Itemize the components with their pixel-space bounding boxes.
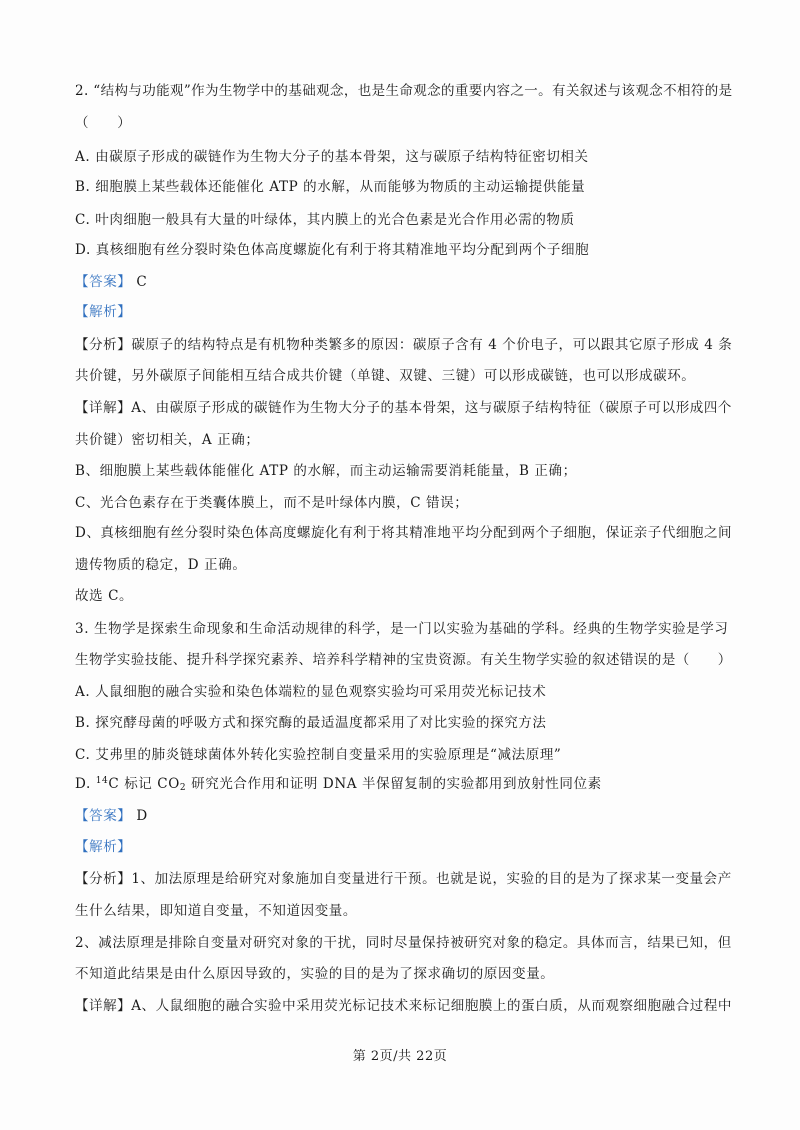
answer-value: C [136,274,148,290]
q3-fenxi-line-4: 不知道此结果是由什么原因导致的，实验的目的是为了探求确切的原因变量。 [75,966,555,982]
answer-value: D [136,808,148,824]
q3-fenxi-line-2: 生什么结果，即知道自变量，不知道因变量。 [75,903,357,919]
q3-option-b: B. 探究酵母菌的呼吸方式和探究酶的最适温度都采用了对比实验的探究方法 [75,715,547,731]
analysis-tag: 【解析】 [75,304,132,320]
q2-option-c: C. 叶肉细胞一般具有大量的叶绿体，其内膜上的光合色素是光合作用必需的物质 [75,212,575,228]
co2-subscript: 2 [179,783,187,793]
q2-option-b: B. 细胞膜上某些载体还能催化 ATP 的水解，从而能够为物质的主动运输提供能量 [75,179,586,195]
q3-answer [75,810,148,824]
q2-fenxi-line-1 [75,339,732,353]
fenxi-tag: 【分析】 [75,871,132,887]
q2-detail-line-6: 遗传物质的稳定，D 正确。 [75,557,247,573]
option-d-mid: C 标记 CO [108,776,180,792]
fenxi-text: 1、加法原理是给研究对象施加自变量进行干预。也就是说，实验的目的是为了探求某一变量会产 [131,871,732,887]
q2-fenxi-line-2: 共价键，另外碳原子间能相互结合成共价键（单键、双键、三键）可以形成碳链，也可以形成碳环。 [75,368,696,384]
isotope-superscript: 14 [95,776,109,786]
q2-detail-line-1 [75,402,732,416]
q2-detail-line-3: B、细胞膜上某些载体能催化 ATP 的水解，而主动运输需要消耗能量，B 正确； [75,463,577,479]
detail-text: A、人鼠细胞的融合实验中采用荧光标记技术来标记细胞膜上的蛋白质，从而观察细胞融合过程中 [131,998,732,1014]
q2-answer [75,276,147,290]
q2-detail-line-5: D、真核细胞有丝分裂时染色体高度螺旋化有利于将其精准地平均分配到两个子细胞，保证亲子代细胞之间 [75,525,733,541]
xiangjie-tag: 【详解】 [75,998,132,1014]
analysis-tag: 【解析】 [75,839,132,855]
q2-detail-line-2: 共价键）密切相关，A 正确； [75,432,260,448]
answer-tag: 【答案】 [75,808,132,824]
detail-text: A、由碳原子形成的碳链作为生物大分子的基本骨架，这与碳原子结构特征（碳原子可以形成四个 [131,400,732,416]
q3-fenxi-line-1 [75,873,732,887]
answer-tag: 【答案】 [75,274,132,290]
q3-option-c: C. 艾弗里的肺炎链球菌体外转化实验控制自变量采用的实验原理是“减法原理” [75,747,562,763]
q2-stem-line-1: 2. “结构与功能观”作为生物学中的基础观念，也是生命观念的重要内容之一。有关叙述与该观念不相符的是 [75,83,733,99]
q3-analysis-tag [75,841,131,855]
q3-fenxi-line-3: 2、减法原理是排除自变量对研究对象的干扰，同时尽量保持被研究对象的稳定。具体而言，结果已知，但 [75,935,732,951]
fenxi-tag: 【分析】 [75,337,132,353]
q3-option-d [75,777,602,793]
q2-conclusion: 故选 C。 [75,588,134,604]
q3-detail-line-1 [75,1000,732,1014]
q2-stem-line-2: （ ） [75,115,132,131]
q2-detail-line-4: C、光合色素存在于类囊体膜上，而不是叶绿体内膜，C 错误； [75,495,469,511]
q3-stem-line-1: 3. 生物学是探索生命现象和生命活动规律的科学，是一门以实验为基础的学科。经典的生物学实验是学习 [75,621,729,637]
q2-analysis-tag [75,306,131,320]
q3-stem-line-2: 生物学实验技能、提升科学探究素养、培养科学精神的宝贵资源。有关生物学实验的叙述错误的是（ ） [75,652,732,668]
q2-option-a: A. 由碳原子形成的碳链作为生物大分子的基本骨架，这与碳原子结构特征密切相关 [75,149,589,165]
page-number-footer: 第 2页/共 22页 [352,1049,448,1064]
fenxi-text: 碳原子的结构特点是有机物种类繁多的原因：碳原子含有 4 个价电子，可以跟其它原子形成 4 条 [131,337,733,353]
option-d-prefix: D. [75,776,96,792]
q3-option-a: A. 人鼠细胞的融合实验和染色体端粒的显色观察实验均可采用荧光标记技术 [75,684,547,700]
xiangjie-tag: 【详解】 [75,400,132,416]
q2-option-d: D. 真核细胞有丝分裂时染色体高度螺旋化有利于将其精准地平均分配到两个子细胞 [75,242,590,258]
option-d-rest: 研究光合作用和证明 DNA 半保留复制的实验都用到放射性同位素 [186,776,602,792]
